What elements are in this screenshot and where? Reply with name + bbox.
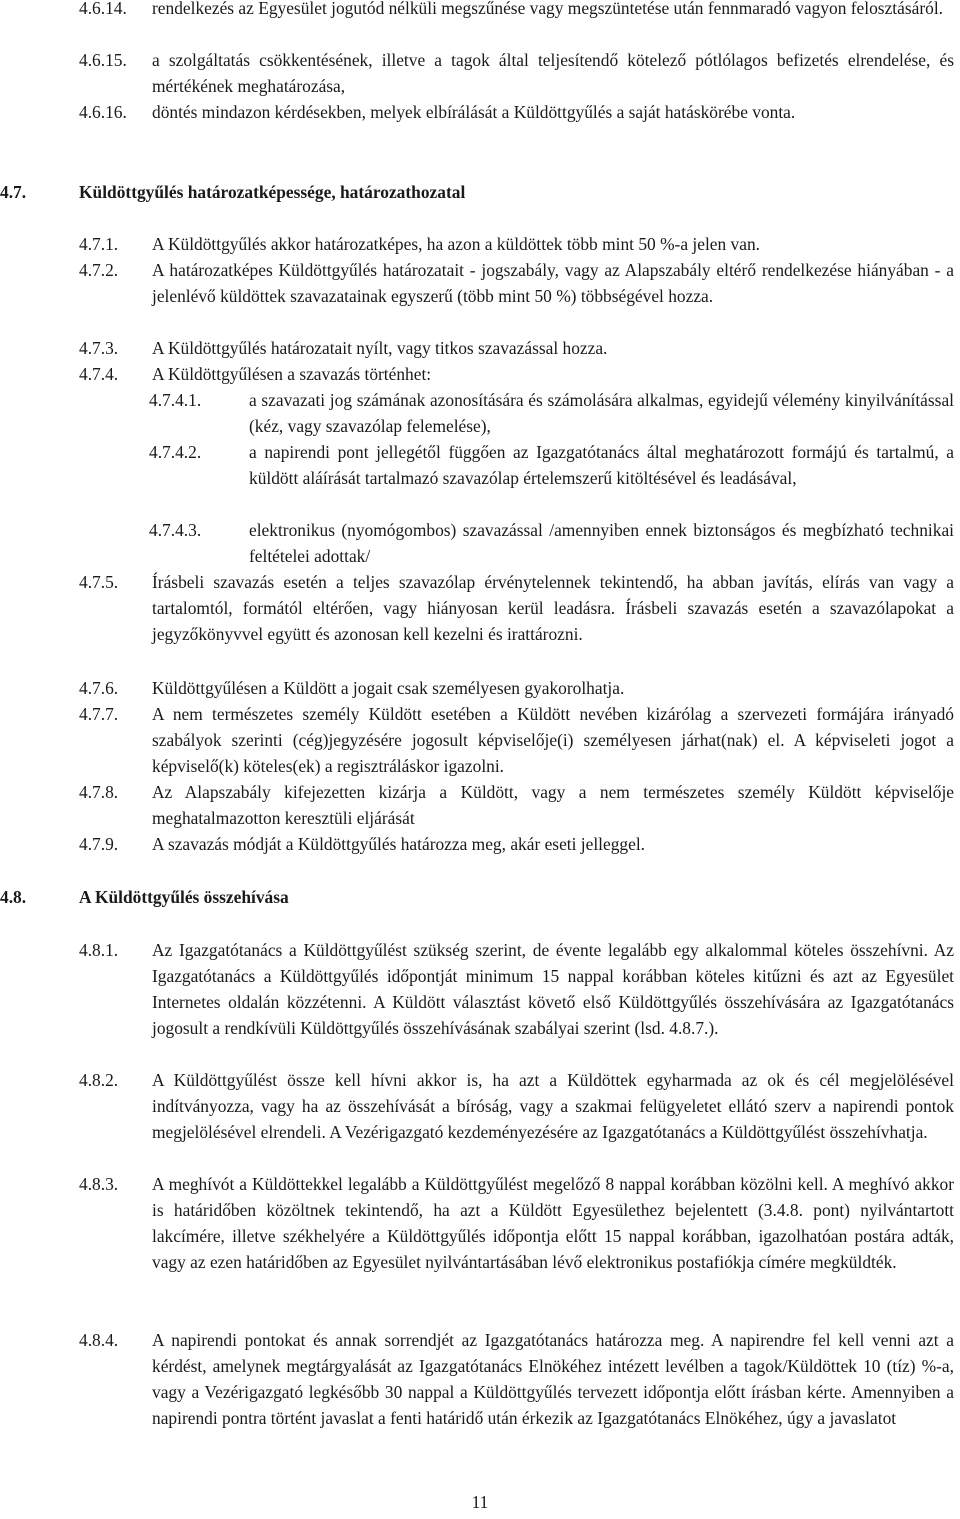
item-text: Küldöttgyűlésen a Küldött a jogait csak személyesen gyakorolhatja. (152, 678, 625, 698)
section-heading-title: Küldöttgyűlés határozatképessége, határozathozatal (79, 182, 466, 202)
item-number: 4.7.4.2. (149, 442, 202, 462)
list-item-4-7-2 (79, 257, 954, 335)
item-number: 4.6.14. (79, 0, 127, 18)
item-number: 4.8.4. (79, 1330, 119, 1350)
item-number: 4.7.4.3. (149, 520, 202, 540)
item-number: 4.7.5. (79, 572, 119, 592)
page-number: 11 (471, 1492, 489, 1512)
section-heading-4-8 (0, 884, 960, 910)
section-number: 4.8. (0, 887, 27, 907)
item-text: Az Igazgatótanács a Küldöttgyűlést szükség szerint, de évente legalább egy alkalommal köteles összehívni. Az Igazgatótanács a Küldöttgyűlés időpontját minimum 15 nappal korábban köteles kitűzni és azt az Egyesület Internetes oldalán közzétenni. A Küldött választást követő első Küldöttgyűlés összehívására az Igazgatótanács jogosult a rendkívüli Küldöttgyűlés összehívásának szabályai szerint (lsd. 4.8.7.). (152, 940, 954, 1038)
item-number: 4.7.1. (79, 234, 119, 254)
item-number: 4.7.4.1. (149, 390, 202, 410)
item-number: 4.6.15. (79, 50, 127, 70)
list-item-4-8-2 (79, 1067, 954, 1171)
item-number: 4.7.8. (79, 782, 119, 802)
item-number: 4.7.3. (79, 338, 119, 358)
item-number: 4.7.6. (79, 678, 119, 698)
item-number: 4.6.16. (79, 102, 127, 122)
sub-item-4-7-4-1 (149, 387, 954, 439)
list-item-4-8-4 (79, 1327, 954, 1457)
section-heading-title: A Küldöttgyűlés összehívása (79, 887, 289, 907)
sub-item-4-7-4-2 (149, 439, 954, 517)
list-item-4-7-5 (79, 569, 954, 673)
sub-item-4-7-4-3 (149, 517, 954, 569)
list-item-4-7-4 (79, 361, 954, 387)
item-text: elektronikus (nyomógombos) szavazással /amennyiben ennek biztonságos és megbízható technikai feltételei adottak/ (249, 520, 954, 566)
list-item-4-6-14 (79, 0, 954, 47)
item-text: A Küldöttgyűlés akkor határozatképes, ha azon a küldöttek több mint 50 %-a jelen van. (152, 234, 761, 254)
list-item-4-7-8 (79, 779, 954, 831)
list-item-4-6-16 (79, 99, 954, 151)
item-text: A napirendi pontokat és annak sorrendjét az Igazgatótanács határozza meg. A napirendre fel kell venni azt a kérdést, amelynek megtárgyalását az Igazgatótanács Elnökéhez intézett levélben a tagok/Küldöttek 10 (tíz) %-a, vagy a Vezérigazgató legkésőbb 30 nappal a Küldöttgyűlés tervezett időpontja előtt írásban kérte. Amennyiben a napirendi pontra történt javaslat a fenti határidő után érkezik az Igazgatótanács Elnökéhez, úgy a javaslatot (152, 1330, 954, 1428)
list-item-4-7-1 (79, 231, 954, 257)
list-item-4-8-1 (79, 937, 954, 1067)
section-number: 4.7. (0, 182, 27, 202)
item-number: 4.8.3. (79, 1174, 119, 1194)
item-text: A meghívót a Küldöttekkel legalább a Küldöttgyűlést megelőző 8 nappal korábban közölni kell. A meghívó akkor is határidőben közöltnek tekintendő, ha azt a Küldött Egyesülethez bejelentett (3.4.8. pont) nyilvántartott lakcímére, illetve székhelyére a Küldöttgyűlés időpontja előtt 15 nappal korábban, igazolhatóan postára adták, vagy az ezen határidőben az Egyesület nyilvántartásában lévő elektronikus postafiókja címére megküldték. (152, 1174, 954, 1272)
item-text: a szolgáltatás csökkentésének, illetve a tagok által teljesítendő kötelező pótlólagos befizetés elrendelése, és mértékének meghatározása, (152, 50, 954, 96)
list-item-4-7-6 (79, 675, 954, 701)
list-item-4-7-3 (79, 335, 954, 361)
item-text: Az Alapszabály kifejezetten kizárja a Küldött, vagy a nem természetes személy Küldött képviselője meghatalmazotton keresztüli eljárását (152, 782, 954, 828)
item-number: 4.8.1. (79, 940, 119, 960)
item-text: a szavazati jog számának azonosítására és számolására alkalmas, egyidejű vélemény kinyilvánítással (kéz, vagy szavazólap felemelése), (249, 390, 954, 436)
item-text: A határozatképes Küldöttgyűlés határozatait - jogszabály, vagy az Alapszabály eltérő rendelkezése hiányában - a jelenlévő küldöttek szavazatainak egyszerű (több mint 50 %) többségével hozza. (152, 260, 954, 306)
list-item-4-7-7 (79, 701, 954, 779)
item-number: 4.7.7. (79, 704, 119, 724)
item-number: 4.7.9. (79, 834, 119, 854)
item-text: A Küldöttgyűlést össze kell hívni akkor is, ha azt a Küldöttek egyharmada az ok és cél megjelölésével indítványozza, vagy ha az összehívását a bíróság, vagy a szakmai felügyeletet ellátó szerv a napirendi pontok megjelölésével elrendeli. A Vezérigazgató kezdeményezésére az Igazgatótanács a Küldöttgyűlést összehívhatja. (152, 1070, 954, 1142)
item-text: Írásbeli szavazás esetén a teljes szavazólap érvénytelennek tekintendő, ha abban javítás, elírás van vagy a tartalomtól, formától eltérően, vagy hiányosan kerül leadásra. Írásbeli szavazás esetén a szavazólapokat a jegyzőkönyvvel együtt és azonosan kell kezelni és irattározni. (152, 572, 954, 644)
item-number: 4.8.2. (79, 1070, 119, 1090)
item-number: 4.7.2. (79, 260, 119, 280)
list-item-4-7-9 (79, 831, 954, 857)
item-number: 4.7.4. (79, 364, 119, 384)
item-text: A Küldöttgyűlésen a szavazás történhet: (152, 364, 432, 384)
item-text: a napirendi pont jellegétől függően az Igazgatótanács által meghatározott formájú és tartalmú, a küldött aláírását tartalmazó szavazólap értelemszerű kitöltésével és leadásával, (249, 442, 954, 488)
list-item-4-6-15 (79, 47, 954, 99)
list-item-4-8-3 (79, 1171, 954, 1327)
item-text: A szavazás módját a Küldöttgyűlés határozza meg, akár eseti jelleggel. (152, 834, 646, 854)
item-text: döntés mindazon kérdésekben, melyek elbírálását a Küldöttgyűlés a saját hatáskörébe vonta. (152, 102, 796, 122)
item-text: A nem természetes személy Küldött esetében a Küldött nevében kizárólag a szervezeti formájára irányadó szabályok szerinti (cég)jegyzésére jogosult képviselője(i) személyesen járhat(nak) el. A képviseleti jogot a képviselő(k) köteles(ek) a regisztráláskor igazolni. (152, 704, 954, 776)
item-text: rendelkezés az Egyesület jogutód nélküli megszűnése vagy megszüntetése után fennmaradó vagyon felosztásáról. (152, 0, 943, 18)
item-text: A Küldöttgyűlés határozatait nyílt, vagy titkos szavazással hozza. (152, 338, 608, 358)
